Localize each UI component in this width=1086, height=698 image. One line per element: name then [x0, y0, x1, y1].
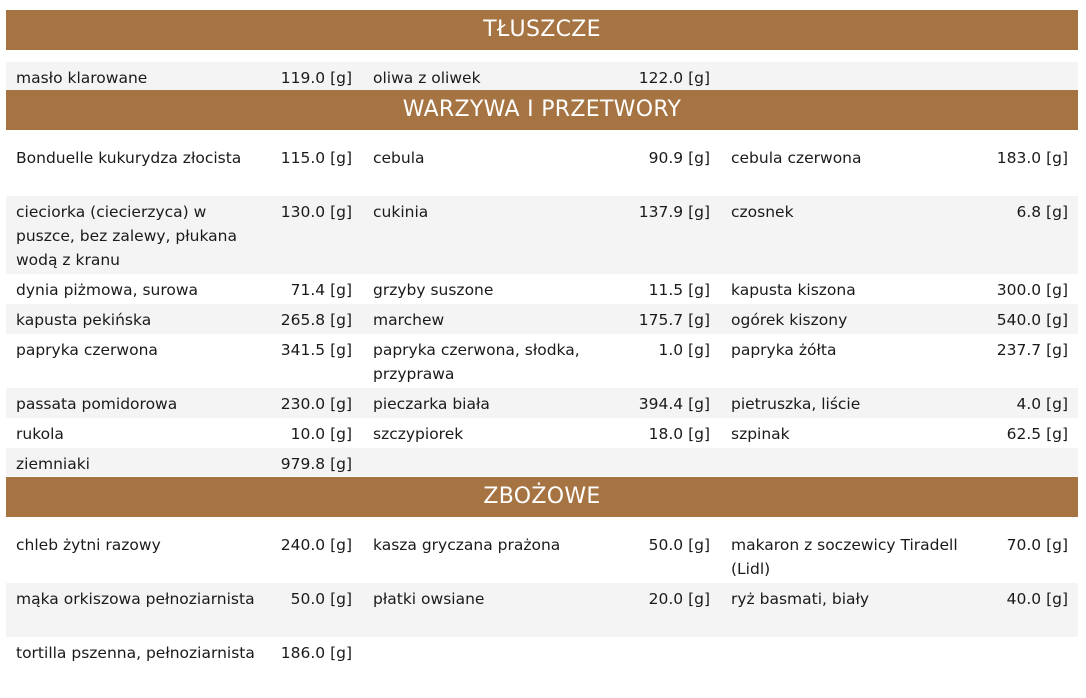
ingredient-amount: 70.0 [g]	[1006, 536, 1068, 554]
ingredient-amount: 394.4 [g]	[638, 395, 710, 413]
ingredient-name: papryka czerwona	[16, 341, 158, 359]
ingredient-amount: 300.0 [g]	[996, 281, 1068, 299]
ingredient-amount: 230.0 [g]	[280, 395, 352, 413]
ingredient-name: mąka orkiszowa pełnoziarnista	[16, 590, 255, 608]
ingredient-amount: 237.7 [g]	[996, 341, 1068, 359]
ingredient-amount: 115.0 [g]	[280, 149, 352, 167]
section-header-tluszcze: TŁUSZCZE	[6, 10, 1078, 50]
ingredient-amount: 186.0 [g]	[280, 644, 352, 662]
ingredient-name: ziemniaki	[16, 455, 90, 473]
ingredient-amount: 1.0 [g]	[658, 341, 710, 359]
table-row	[6, 529, 1078, 583]
ingredient-amount: 20.0 [g]	[648, 590, 710, 608]
table-row	[6, 304, 1078, 334]
ingredient-amount: 62.5 [g]	[1006, 425, 1068, 443]
ingredient-amount: 6.8 [g]	[1016, 203, 1068, 221]
section-header-zbozowe: ZBOŻOWE	[6, 477, 1078, 517]
ingredient-name: masło klarowane	[16, 69, 148, 87]
ingredient-amount: 71.4 [g]	[290, 281, 352, 299]
table-row	[6, 142, 1078, 196]
ingredient-amount: 18.0 [g]	[648, 425, 710, 443]
ingredient-amount: 240.0 [g]	[280, 536, 352, 554]
ingredient-name: szczypiorek	[373, 425, 464, 443]
ingredient-name: marchew	[373, 311, 445, 329]
ingredient-amount: 137.9 [g]	[638, 203, 710, 221]
table-row	[6, 448, 1078, 476]
ingredient-name: ryż basmati, biały	[731, 590, 870, 608]
ingredient-name: cukinia	[373, 203, 429, 221]
ingredient-name: oliwa z oliwek	[373, 69, 481, 87]
ingredient-amount: 11.5 [g]	[648, 281, 710, 299]
ingredient-name: chleb żytni razowy	[16, 536, 161, 554]
ingredient-name: ogórek kiszony	[731, 311, 848, 329]
table-row	[6, 196, 1078, 274]
section-header-warzywa: WARZYWA I PRZETWORY	[6, 90, 1078, 130]
ingredient-name: kapusta pekińska	[16, 311, 152, 329]
ingredient-amount: 119.0 [g]	[280, 69, 352, 87]
ingredient-name: pietruszka, liście	[731, 395, 861, 413]
ingredient-amount: 50.0 [g]	[290, 590, 352, 608]
ingredient-amount: 10.0 [g]	[290, 425, 352, 443]
table-row	[6, 334, 1078, 388]
ingredient-amount: 122.0 [g]	[638, 69, 710, 87]
ingredient-name: cebula	[373, 149, 425, 167]
table-row	[6, 388, 1078, 418]
ingredient-name: tortilla pszenna, pełnoziarnista	[16, 644, 255, 662]
ingredient-name: czosnek	[731, 203, 794, 221]
ingredient-amount: 341.5 [g]	[280, 341, 352, 359]
ingredient-name: kapusta kiszona	[731, 281, 856, 299]
ingredient-amount: 4.0 [g]	[1016, 395, 1068, 413]
ingredient-name: kasza gryczana prażona	[373, 536, 561, 554]
ingredient-name: makaron z soczewicy Tiradell (Lidl)	[731, 536, 958, 578]
ingredient-amount: 183.0 [g]	[996, 149, 1068, 167]
ingredient-amount: 130.0 [g]	[280, 203, 352, 221]
ingredient-amount: 175.7 [g]	[638, 311, 710, 329]
ingredient-name: papryka czerwona, słodka, przyprawa	[373, 341, 580, 383]
ingredient-name: szpinak	[731, 425, 790, 443]
ingredient-amount: 40.0 [g]	[1006, 590, 1068, 608]
ingredient-name: dynia piżmowa, surowa	[16, 281, 199, 299]
ingredient-name: passata pomidorowa	[16, 395, 178, 413]
ingredient-name: płatki owsiane	[373, 590, 485, 608]
ingredient-amount: 265.8 [g]	[280, 311, 352, 329]
ingredient-name: cieciorka (ciecierzyca) w puszce, bez zalewy, płukana wodą z kranu	[16, 203, 237, 269]
table-row	[6, 637, 1078, 693]
ingredient-amount: 50.0 [g]	[648, 536, 710, 554]
table-row	[6, 583, 1078, 637]
ingredient-amount: 979.8 [g]	[280, 455, 352, 473]
ingredient-name: rukola	[16, 425, 64, 443]
ingredient-name: papryka żółta	[731, 341, 837, 359]
ingredient-amount: 90.9 [g]	[648, 149, 710, 167]
ingredient-name: pieczarka biała	[373, 395, 490, 413]
table-row	[6, 274, 1078, 304]
ingredient-amount: 540.0 [g]	[996, 311, 1068, 329]
ingredient-name: Bonduelle kukurydza złocista	[16, 149, 242, 167]
ingredient-name: cebula czerwona	[731, 149, 862, 167]
table-row	[6, 418, 1078, 448]
table-row	[6, 62, 1078, 90]
ingredient-name: grzyby suszone	[373, 281, 494, 299]
